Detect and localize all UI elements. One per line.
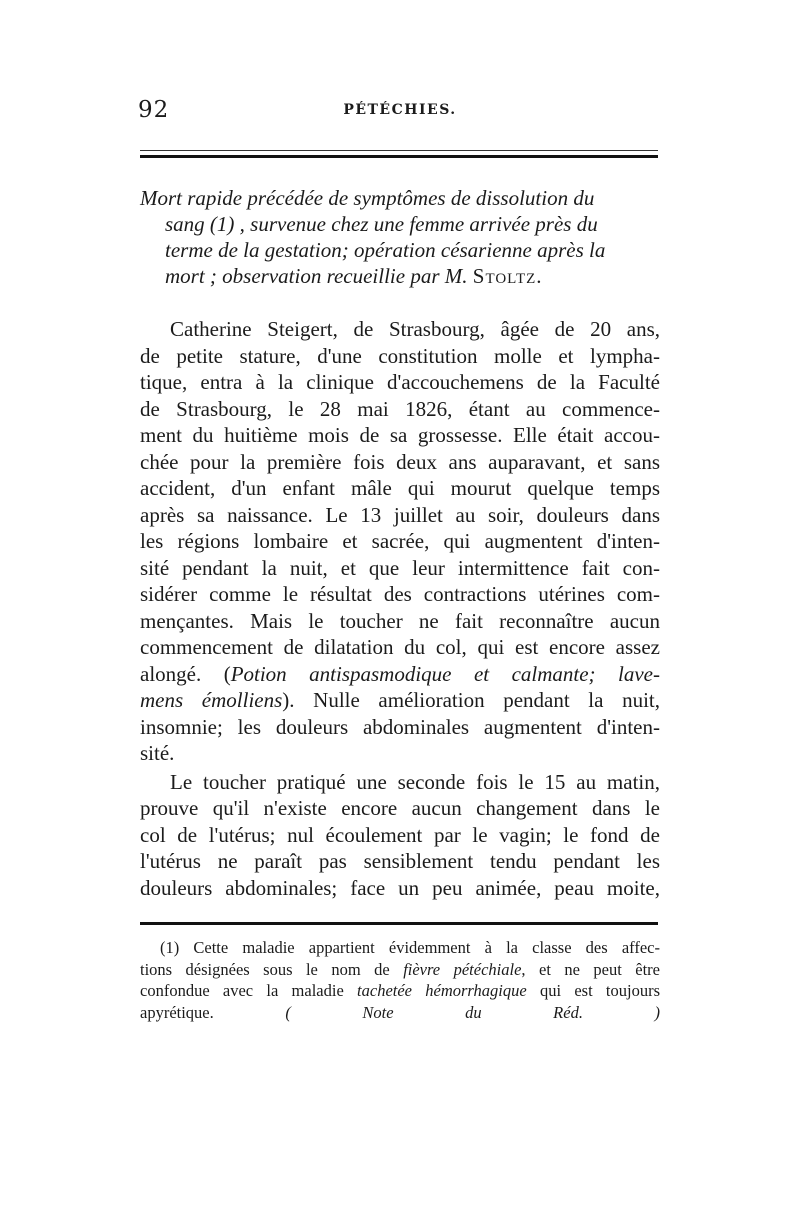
body-line: ment du huitième mois de sa grossesse. Elle était accou- [140,423,660,447]
body-line: sité pendant la nuit, et que leur intermittence fait con- [140,555,660,580]
footnote [140,937,660,1023]
title-line [140,263,665,289]
title-line-italic: mort ; observation recueillie par M. [165,264,468,288]
body-text-italic: Potion antispasmodique et calmante; lave- [230,661,660,686]
footnote-line [140,980,660,1002]
header-rule-thick [140,155,658,158]
body-line: Catherine Steigert, de Strasbourg, âgée de 20 ans, [170,317,660,341]
body-line: de petite stature, d'une constitution molle et lympha- [140,343,660,368]
body-text-italic: mens émolliens [140,688,283,712]
body-line: accident, d'un enfant mâle qui mourut quelque temps [140,476,660,500]
body-line: mençantes. Mais le toucher ne fait reconnaître aucun [140,608,660,633]
author-name: Stoltz. [472,264,543,288]
article-title [140,185,665,289]
body-text [140,316,660,901]
body-line: de Strasbourg, le 28 mai 1826, étant au commence- [140,396,660,421]
body-line: insomnie; les douleurs abdominales augmentent d'inten- [140,714,660,739]
footnote-fragment: qui est toujours [539,981,661,1000]
body-line [140,661,660,688]
editor-note: ( Note du Réd. ) [285,1002,660,1022]
header-rule [140,150,658,162]
page-number: 92 [138,97,170,123]
title-line: sang (1) , survenue chez une femme arrivée près du [165,212,598,236]
footnote-fragment: , et ne peut être [521,959,660,979]
title-line: Mort rapide précédée de symptômes de dissolution du [140,186,595,210]
body-text-fragment: alongé. ( [140,661,231,686]
body-line: les régions lombaire et sacrée, qui augmentent d'inten- [140,529,660,553]
body-line: col de l'utérus; nul écoulement par le vagin; le fond de [140,822,660,847]
footnote-italic: tachetée hémorrhagique [357,981,527,1000]
body-line: sité. [140,741,175,765]
body-line: chée pour la première fois deux ans auparavant, et sans [140,449,660,474]
title-line: terme de la gestation; opération césarienne après la [165,238,606,262]
footnote-fragment: tions désignées sous le nom de [140,959,390,979]
header-rule-thin [140,150,658,151]
body-line: prouve qu'il n'existe encore aucun changement dans le [140,796,660,820]
body-text-fragment: ). Nulle amélioration pendant la nuit, [282,688,660,712]
footnote-italic: fièvre pétéchiale [403,959,522,979]
footnote-line [140,1002,660,1024]
body-line: tique, entra à la clinique d'accouchemens de la Faculté [140,370,660,394]
body-line: après sa naissance. Le 13 juillet au soir, douleurs dans [140,502,660,527]
footnote-fragment: apyrétique. [140,1002,214,1022]
body-line [140,687,660,714]
body-line: sidérer comme le résultat des contractions utérines com- [140,582,660,606]
body-line: douleurs abdominales; face un peu animée, peau moite, [140,875,660,900]
running-title: PÉTÉCHIES. [343,102,457,118]
body-line: Le toucher pratiqué une seconde fois le 15 au matin, [170,769,660,794]
body-line: l'utérus ne paraît pas sensiblement tendu pendant les [140,849,660,873]
footnote-rule [140,922,658,925]
body-line: commencement de dilatation du col, qui est encore assez [140,635,660,659]
footnote-line [140,959,660,981]
footnote-fragment: confondue avec la maladie [140,981,344,1000]
footnote-line: (1) Cette maladie appartient évidemment à la classe des affec- [160,938,660,957]
